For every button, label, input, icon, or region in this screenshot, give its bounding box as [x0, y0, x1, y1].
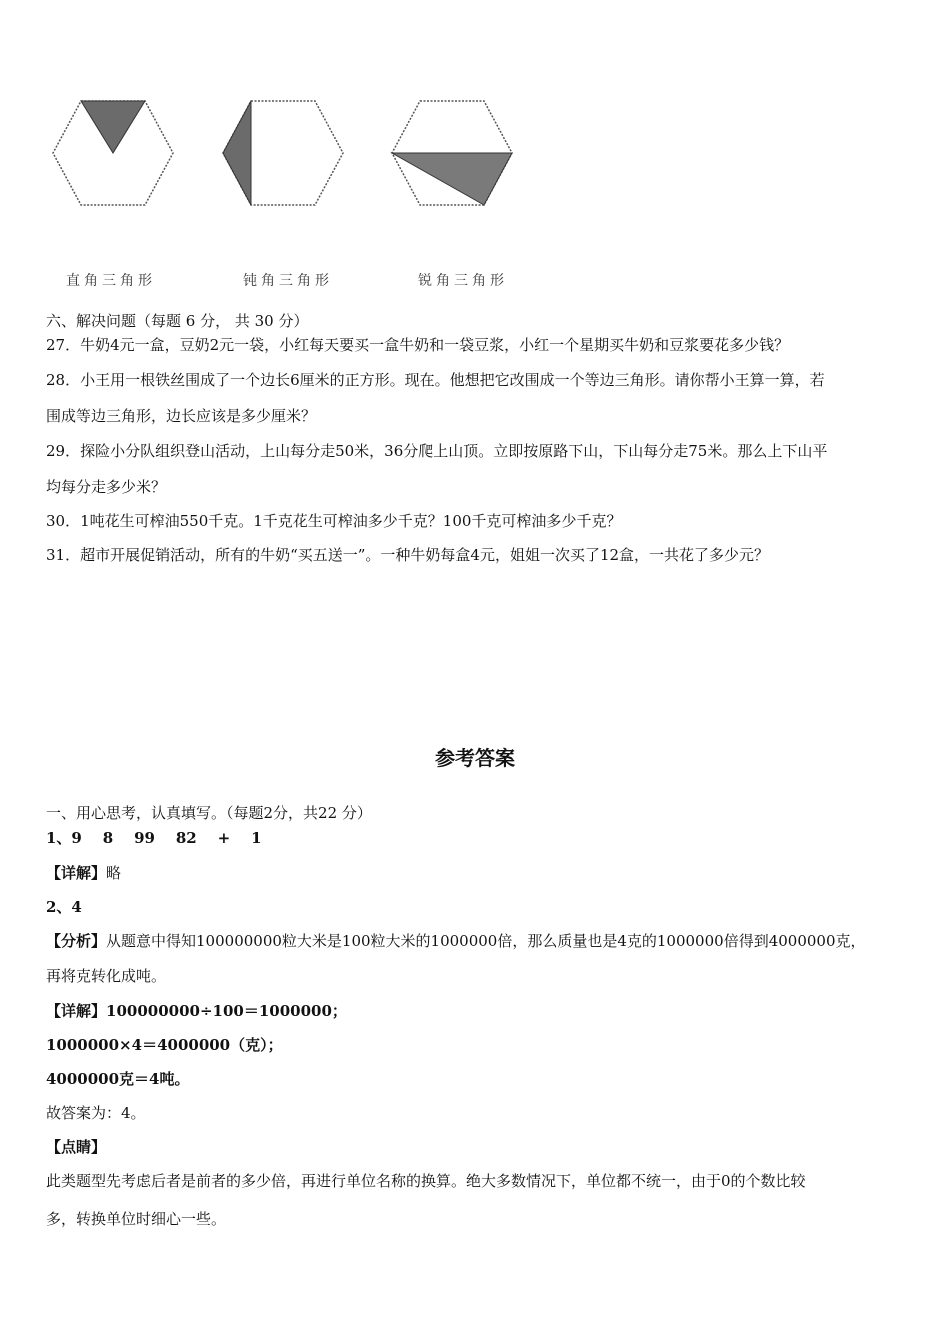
question-28-continued: 围成等边三角形，边长应该是多少厘米？: [46, 407, 317, 425]
question-27: 27．牛奶4元一盒，豆奶2元一袋，小红每天要买一盒牛奶和一袋豆浆，小红一个星期买牛奶和豆浆要花多少钱？: [46, 336, 790, 354]
detail-text: 略: [106, 864, 122, 882]
detail-line-3: 4000000克＝4吨。: [46, 1070, 190, 1088]
comment-continued: 多，转换单位时细心一些。: [46, 1210, 227, 1228]
detail-line-2: 1000000×4＝4000000（克）；: [46, 1036, 283, 1054]
analysis-continued: 再将克转化成吨。: [46, 967, 167, 985]
detail-line-1: [46, 1001, 347, 1021]
question-29: 29．探险小分队组织登山活动，上山每分走50米，36分爬上山顶。立即按原路下山，下山每分走75米。那么上下山平: [46, 442, 828, 460]
conclusion: 故答案为：4。: [46, 1104, 146, 1122]
detail-tag: 【详解】: [46, 864, 107, 882]
figure-label-right: 直角三角形: [66, 273, 156, 289]
hexagon-figure-acute-triangle: [387, 96, 517, 211]
analysis-tag: 【分析】: [46, 932, 107, 950]
question-30: 30．1吨花生可榨油550千克。1千克花生可榨油多少千克？100千克可榨油多少千克？: [46, 512, 622, 530]
hexagon-figure-obtuse-triangle: [218, 96, 348, 211]
figure-label-obtuse: 钝角三角形: [243, 273, 333, 289]
answer-2: 2、4: [46, 898, 82, 916]
analysis-line: [46, 931, 866, 951]
question-28: 28．小王用一根铁丝围成了一个边长6厘米的正方形。现在。他想把它改围成一个等边三角形。请你帮小王算一算，若: [46, 371, 825, 389]
comment-tag: 【点睛】: [46, 1138, 107, 1156]
answers-title: 参考答案: [435, 746, 515, 770]
detail-tag-2: 【详解】: [46, 1002, 107, 1020]
hexagon-figure-right-triangle: [48, 96, 178, 211]
answer-1-detail: [46, 863, 121, 883]
detail-calc-1: 100000000÷100＝1000000；: [106, 1002, 347, 1020]
analysis-text: 从题意中得知100000000粒大米是100粒大米的1000000倍，那么质量也是4克的1000000倍得到4000000克，: [106, 932, 866, 950]
answer-1: 1、9 8 99 82 + 1: [46, 829, 262, 847]
question-31: 31．超市开展促销活动，所有的牛奶“买五送一”。一种牛奶每盒4元，姐姐一次买了12盒，一共花了多少元？: [46, 546, 770, 564]
comment-text: 此类题型先考虑后者是前者的多少倍，再进行单位名称的换算。绝大多数情况下，单位都不统一，由于0的个数比较: [46, 1172, 806, 1190]
answers-heading: 一、用心思考，认真填写。（每题2分，共22 分）: [46, 804, 372, 822]
section-heading: 六、解决问题（每题 6 分， 共 30 分）: [46, 312, 309, 330]
question-29-continued: 均每分走多少米？: [46, 478, 167, 496]
figure-label-acute: 锐角三角形: [418, 273, 508, 289]
